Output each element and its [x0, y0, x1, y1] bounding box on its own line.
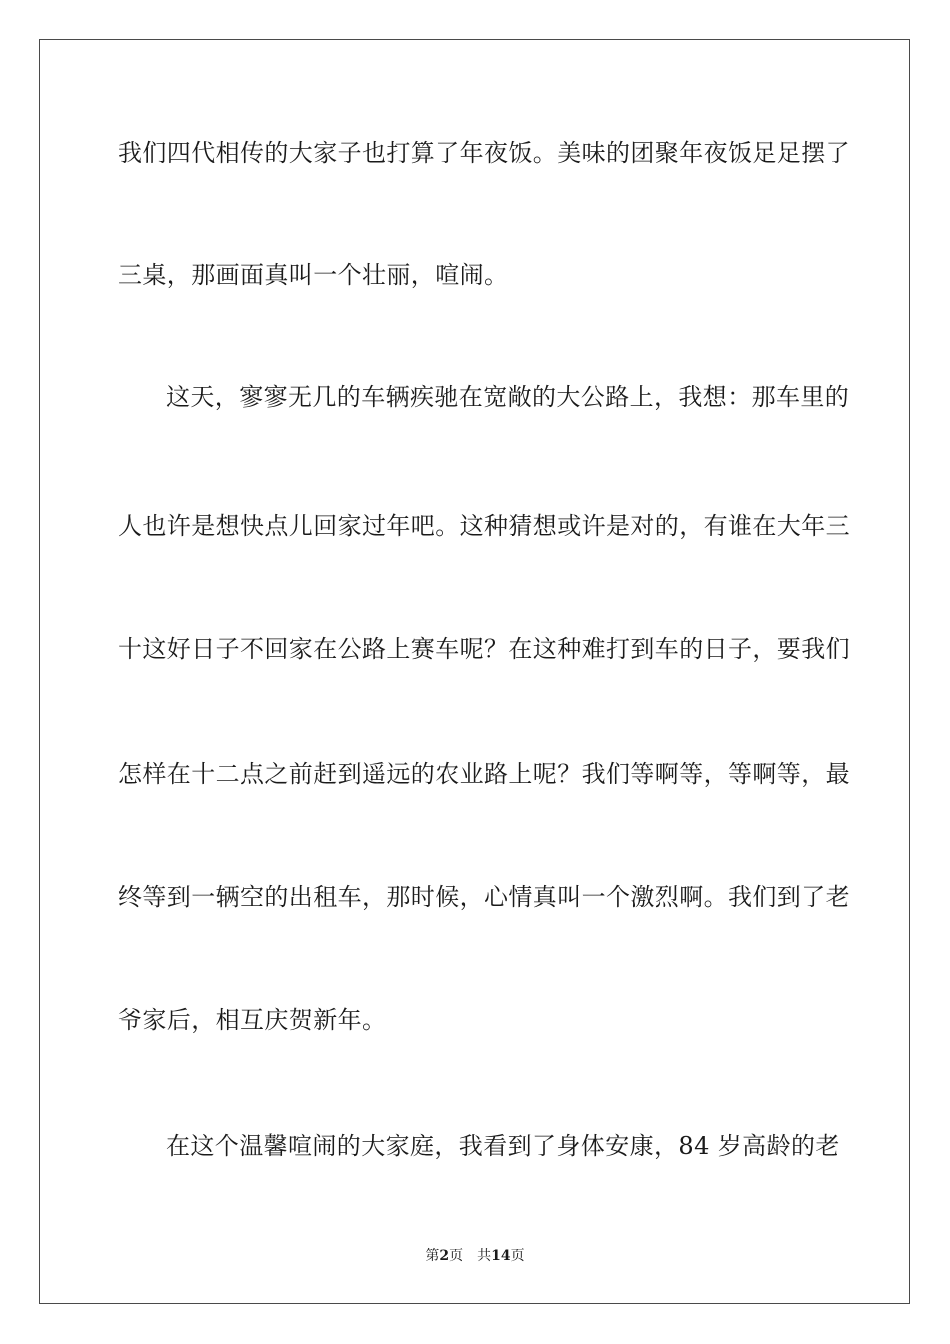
- paragraph-line-3: 这天，寥寥无几的车辆疾驰在宽敞的大公路上，我想：那车里的: [166, 383, 850, 411]
- paragraph-line-9: 在这个温馨喧闹的大家庭，我看到了身体安康，84 岁高龄的老: [166, 1132, 840, 1160]
- paragraph-line-2: 三桌，那画面真叫一个壮丽，喧闹。: [118, 261, 509, 289]
- page-number: 2: [439, 1248, 450, 1264]
- page-suffix: 页: [449, 1248, 464, 1264]
- total-prefix: 共: [477, 1248, 492, 1264]
- paragraph-line-7: 终等到一辆空的出租车，那时候，心情真叫一个激烈啊。我们到了老: [118, 883, 850, 911]
- total-suffix: 页: [510, 1248, 525, 1264]
- page-prefix: 第: [425, 1248, 440, 1264]
- paragraph-line-4: 人也许是想快点儿回家过年吧。这种猜想或许是对的，有谁在大年三: [118, 512, 850, 540]
- total-page-count: 14: [491, 1248, 511, 1264]
- paragraph-line-6: 怎样在十二点之前赶到遥远的农业路上呢？我们等啊等，等啊等，最: [118, 760, 850, 788]
- paragraph-line-1: 我们四代相传的大家子也打算了年夜饭。美味的团聚年夜饭足足摆了: [118, 139, 850, 167]
- page-frame: [39, 39, 910, 1304]
- page-footer: [0, 1246, 950, 1266]
- paragraph-line-5: 十这好日子不回家在公路上赛车呢？在这种难打到车的日子，要我们: [118, 635, 850, 663]
- paragraph-line-8: 爷家后，相互庆贺新年。: [118, 1006, 387, 1034]
